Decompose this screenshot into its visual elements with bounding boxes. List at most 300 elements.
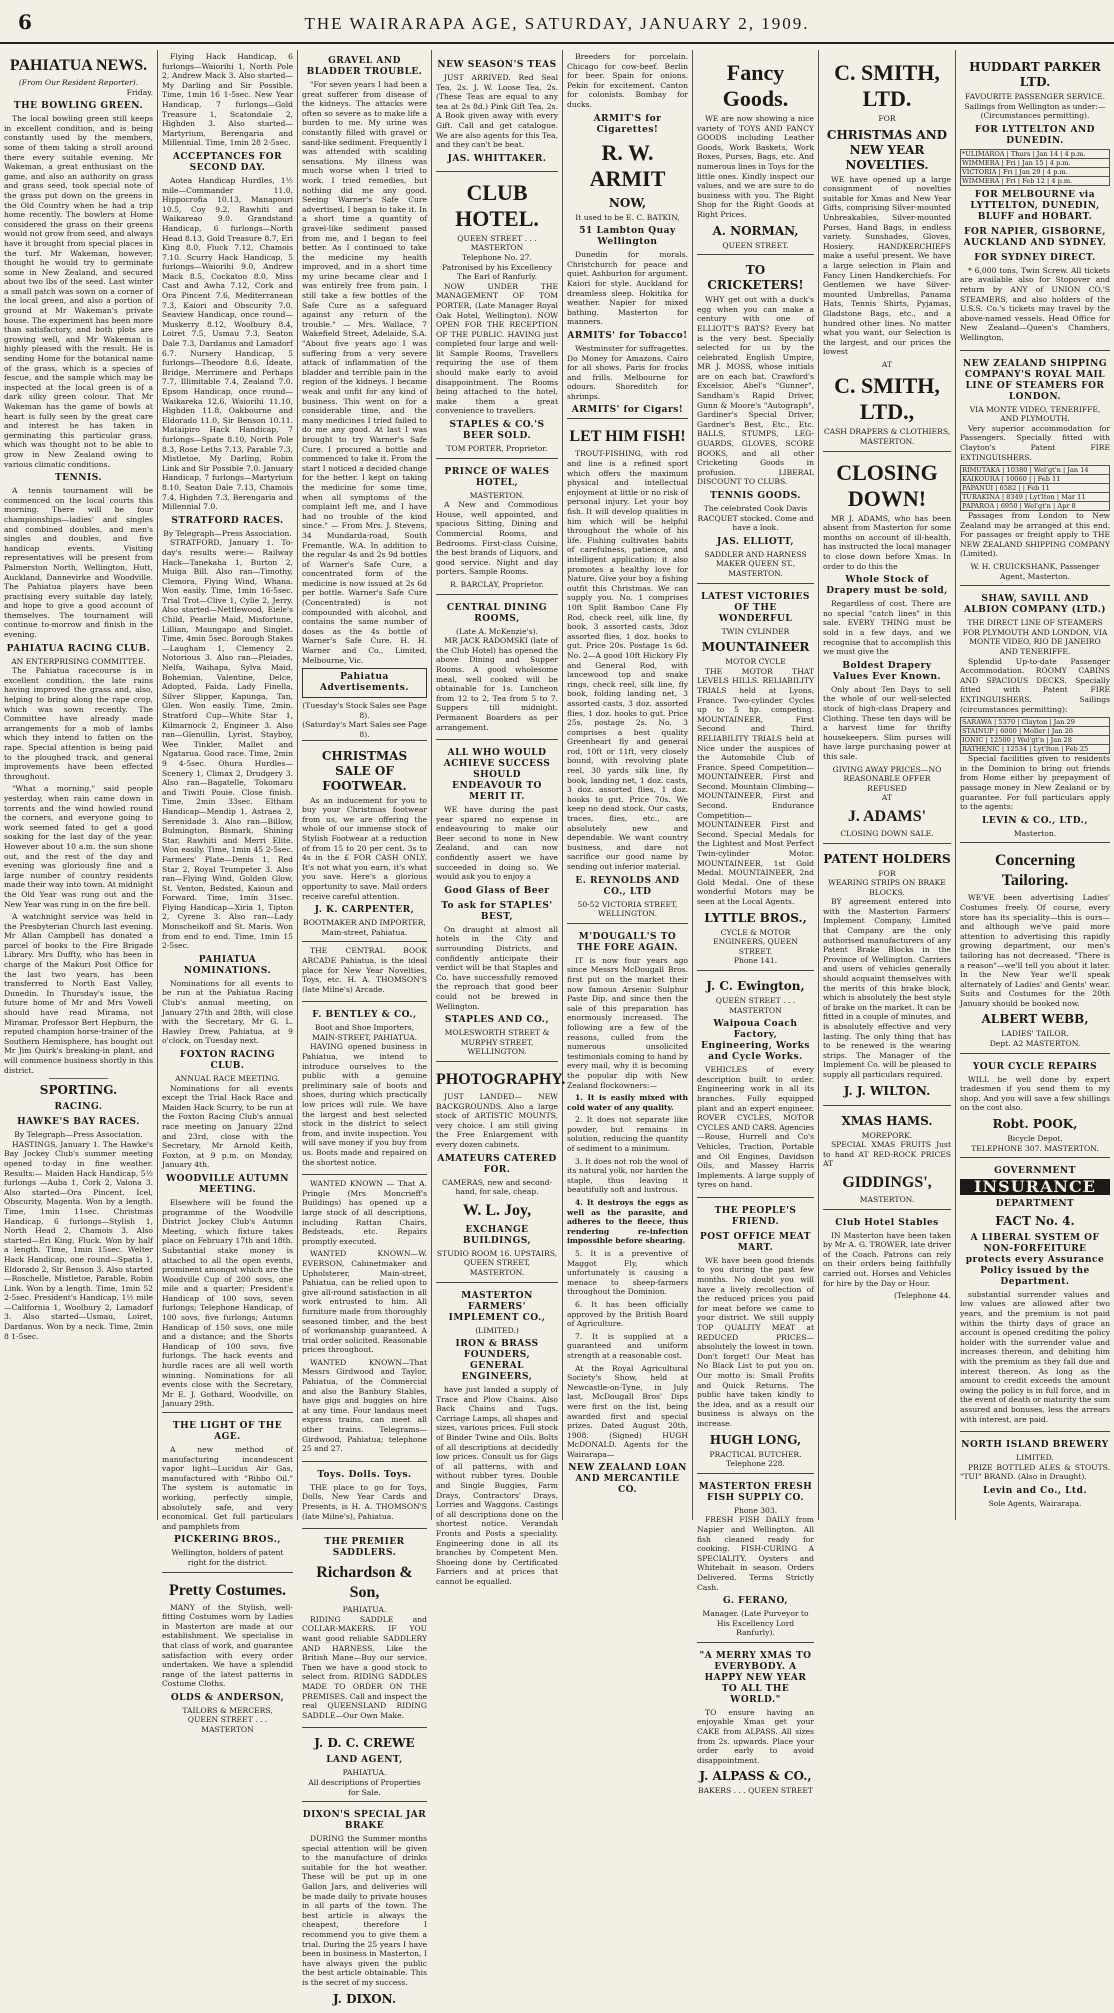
column-3 [298,52,431,2006]
club-hotel-heading: CLUB HOTEL. [455,179,539,231]
farmers-sub-2: IRON & BRASS FOUNDERS, GENERAL ENGINEERS, [455,1339,539,1383]
nzship-text-2: Passages from London to New Zealand may be arranged at this end. For passages or freight apply to THE NEW ZEALAND SHIPPING COMPANY (Limited). [960,511,1110,559]
merry-xmas-text: TO ensure having an enjoyable Xmas get your CAKE from ALPASS. All sizes from 2s. upwards. Place your order early to avoid disappointment. [697,1707,814,1765]
wanted-known-2: WANTED KNOWN—W. EVERSON, Cabinetmaker and Upholsterer, Main-street, Pahiatua, can be relied upon to give all-round satisfaction in all work entrusted to him. All furniture made from thoroughly seasoned timber, and the best of workmanship guaranteed. A trial order solicited. Reasonable prices throughout. [302,1249,427,1355]
table-row [961,176,1110,185]
ewington-firm: J. C. Ewington, [706,978,805,993]
column-4 [432,52,566,1586]
ewington-ad [697,970,814,1197]
fish-supply-text: FRESH FISH DAILY from Napier and Wellington. All fish cleaned ready for cooking. FISH-CURING A SPECIALITY. Oysters and Whitebait in season. Orders Delivered. Terms Strictly Cash. [697,1515,814,1592]
staples-address: MOLESWORTH STREET & MURPHY STREET, WELLINGTON. [444,1028,550,1057]
closing-text-3: Only about Ten Days to sell the whole of our well-selected stock of high-class Drapery and Clothing. These ten days will be a harvest time for thrifty housekeepers. Slim purses will have large purchasing power at this sale. [823,684,951,761]
long-sub: PRACTICAL BUTCHER. [709,1449,802,1459]
huddart-sailings-table [960,149,1110,186]
pahiatua-nominations-heading: PAHIATUA NOMINATIONS. [183,954,272,976]
hams-text: SPECIAL XMAS FRUITS Just to hand AT RED-ROCK PRICES AT [823,1140,951,1169]
carpenter-sub: BOOTMAKER AND IMPORTER, [303,918,426,928]
shaw-savill-ad [960,585,1110,842]
cruickshank-agent: W. H. CRUICKSHANK, Passenger Agent, Masterton. [970,562,1100,581]
local-news-article: A watchnight service was held in the Presbyterian Church last evening. Mr Allan Campbell has donated a parcel of books to the Fire Brigade Library. Mrs Duffty, who has been in charge of the Makuri Post Office for the last two years, has been transferred to North East Valley, Dunedin. In Thursday's issue, the future home of Mr and Mrs Vowell should have read Mirama, not Miramar. Professor Bert Hepburn, the reputed champion horse-trainer of the Southern Hemisphere, has bought out Mr Jim Quirk's breaking-in plant, and will commence business shortly in this district. [4,912,153,1075]
column-6 [693,52,818,1796]
joy-firm: W. L. Joy, [462,1201,532,1219]
mart-sales-note: (Saturday's Mart Sales see Page 8). [302,720,427,739]
long-telephone: Telephone 228. [726,1459,785,1469]
armits-tobacco: ARMITS' for Tobacco! [567,330,688,341]
table-cell: RIMUTAKA | 10380 | Wel'gt'n | Jan 14 [961,466,1110,475]
shaw-sub: THE DIRECT LINE OF STEAMERS FOR PLYMOUTH AND LONDON, VIA MONTE VIDEO, RIO DE JANEIRO AND TENERIFFE. [962,618,1108,657]
meat-mart-text: WE have been good friends to you during the past few months. No doubt you will have a lively recollection of the reduced prices you paid for meat before we came to your district. We still supply TOP QUALITY MEAT at REDUCED PRICES—absolutely the lowest in town. Don't forget! Our Meat has No Black List to put you on. Our motto is: Small Profits and Quick Returns. The public have taken kindly to the idea, and as a result our business is always on the increase. [697,1255,814,1428]
department-heading: DEPARTMENT [995,1198,1075,1209]
closing-text: MR J. ADAMS, who has been absent from Masterton for some months on account of ill-health, has instructed the local manager to close down before Xmas. In order to do this the [823,513,951,571]
fancy-goods-ad [697,52,814,254]
wales-text: A New and Commodious House, well appointed, and spacious Sitting, Dining and Commercial Rooms, and Bedrooms. First-class Cuisine, the best brands of Liquors, and good service. Night and day porters. Sample Rooms. [436,500,558,577]
pook-firm: Robt. POOK, [992,1117,1078,1132]
smith-address: MASTERTON. [859,437,915,447]
table-row [961,718,1110,727]
adams-firm: J. ADAMS' [847,807,927,825]
joy-sub: EXCHANGE BUILDINGS, [462,1224,532,1246]
footwear-ad [302,740,427,942]
reynolds-address: 50-52 VICTORIA STREET, WELLINGTON. [577,899,678,919]
closing-give: GIVING AWAY PRICES—NO REASONABLE OFFER REFUSED [832,764,942,793]
bowling-heading: THE BOWLING GREEN. [13,101,144,112]
armits-cigarettes: ARMIT'S for Cigarettes! [593,113,662,135]
bentley-sub: Boot and Shoe Importers, [314,1023,415,1033]
bentley-address: MAIN-STREET, PAHIATUA. [311,1032,418,1042]
elliott-sub: SADDLER AND HARNESS MAKER QUEEN ST., MASTERTON. [704,549,807,578]
table-row [961,158,1110,167]
mountaineer-ad [697,583,814,970]
nzship-text: Very superior accommodation for Passengers. Specially fitted with Clayton's Patent FIRE EXTINGUISHERS. [960,423,1110,462]
armit-text-2: Westminster for suffragettes. Do Money for Amazons. Cairo for all shows. Paris for frocks and frills. Melbourne for odours. Shoreditch for shrimps. [567,343,688,401]
huddart-parker-ad [960,52,1110,350]
acceptances-heading: ACCEPTANCES FOR SECOND DAY. [172,151,283,173]
dateline: Friday. [126,87,153,97]
tennis-goods-text: The celebrated Cook Davis RACQUET stocked. Come and have a look. [697,504,814,533]
table-row [961,167,1110,176]
closing-text-2: Regardless of cost. There are no special "catch lines" in this sale. EVERY THING must be sold in a few days, and we recognise that to accomplish this we must give the [823,599,951,657]
dixon-heading: DIXON'S SPECIAL JAR BRAKE [302,1810,427,1832]
mcdougall-text-2: At the Royal Agricultural Society's Show, held at Newcastle-on-Tyne, in July last, McDougall Bros' Dips were first on the list, being awarded first and special prizes. Dated August 20th, 1908. (Signed) HUGH McDONALD. Agents for the Wairarapa— [567,1363,688,1459]
table-row [961,736,1110,745]
mcdougall-text: IT is now four years ago since Messrs McDougall Bros. first put on the market their now famous Arsenic Sulphur Paste Dip, and since then the sale of this preparation has enormously increased. The following are a few of the reasons, culled from the numerous unsolicited testimonials coming to hand by every mail, why it is becoming the popular dip with New Zealand flockowners:— [567,955,688,1090]
toys-text: THE place to go for Toys, Dolls, New Year Cards and Presents, is H. A. THOMSON'S (late Milne's), Pahiatua. [302,1482,427,1521]
stock-sales-note: (Tuesday's Stock Sales see Page 8). [302,701,427,720]
foxton-text: Nominations for all events except the Trial Hack Race and Maiden Hack Scurry, to be run at the Foxton Racing Club's annual race meeting on January 22nd and 23rd, close with the Secretary, Mr Arnold Keith, Foxton, at 9 p.m. on Monday, January 4th. [162,1083,293,1170]
wales-address: MASTERTON. [469,490,525,500]
foxton-heading: FOXTON RACING CLUB. [179,1050,276,1071]
flying-handicap-results: Flying Hack Handicap, 6 furlongs—Waiorihi 1, North Pole 2, Andrew Mack 3. Also started—My Darling and Sir Possible. Time, 1min 16 1-5sec. New Year Handicap, 7 furlongs—Gold Treasure 1, Scatondale 2, Highden 3. Also started—Martyrium, Berengaria and Millennial. Time, 1min 28 2-5sec. [162,52,293,148]
fancy-heading: Fancy Goods. [722,60,789,111]
smith-novelties-ad [823,52,951,451]
huddart-heading: HUDDART PARKER LTD. [969,60,1101,89]
brewery-address: Sole Agents, Wairarapa. [988,1498,1082,1508]
tennis-article: A tennis tournament will be commenced on the local courts this morning. There will be four championships—ladies' and singles and combined doubles, and men's singles and doubles, and five handicap events. Visiting representatives will be present from Palmerston North, Wellington, Hutt, Auckland, Dannevirke and Woodville. The Pahiatua players have been practising every suitable day lately, and hope to give a good account of themselves. The tournament will continue to-morrow and finish in the evening. [4,486,153,640]
gravel-heading: GRAVEL AND BLADDER TROUBLE. [306,56,423,77]
divider [49,1078,109,1079]
club-hotel-ale: STAPLES & CO.'S BEER SOLD. [449,420,545,442]
levin-address: Masterton. [1013,828,1057,838]
smith-sub: CASH DRAPERS & CLOTHIERS, [823,427,951,437]
ewington-sub: Waipoua Coach Factory, Engineering, Works and Cycle Works. [701,1019,810,1063]
pahiatua-ads-heading: Pahiatua Advertisements. [302,668,427,698]
adams-sub: CLOSING DOWN SALE. [840,828,934,838]
hams-heading: XMAS HAMS. [841,1113,933,1128]
shaw-heading: SHAW, SAVILL AND ALBION COMPANY (LTD.) [963,594,1107,616]
fact-heading: FACT No. 4. [995,1213,1075,1228]
shaw-text: Splendid Up-to-date Passenger Accommodation. ROOMY CABINS AND SPACIOUS DECKS. Specially fitted with Patent FIRE EXTINGUISHERS. Sailings (circumstances permitting): [960,656,1110,714]
racing-club-subheading: AN ENTERPRISING COMMITTEE. [11,656,146,666]
fish-text: TROUT-FISHING, with rod and line is a refined sport which offers the maximum physical and intellectual enjoyment at little or no risk of personal injury. Let your boy fish. It will develop qualities in him which will be helpful throughout the whole of his life. Fishing cultivates habits of carefulness, patience, and intelligent application; it also promotes a healthy love for Nature. Give your boy a fishing outfit this Christmas. We can supply you. No. 1 comprises 10ft Split Bamboo Cane Fly Rod, check reel, silk line, fly book, 3 assorted casts, 3doz assorted flies, 1 doz. hooks to gut. Price 20s. Postage 1s 6d. No. 2—A good 10ft Hickory Fly and General Rod, with lancewood top and snake rings, check reel, silk line, fly book, folding landing net, 3 assorted casts, 3 doz. assorted flies, 1 doz. hooks to gut. Price 25s, postage 2s. No. 3 comprises a best quality Greenheart fly and general rod, 10ft or 11ft, very closely bound, with revolving plate reel, 30 yards silk line, fly book, landing net, 1 doz. casts, 3 doz. assorted flies, 1 doz. hooks to gut. Price 70s. We keep no dead stock. Our casts, traces, flies, etc., are absolutely new and dependable. We want country business, and dare not sacrifice our good name by sending out inferior material. [567,449,688,871]
lyttle-phone: Phone 141. [733,956,778,966]
racing-club-heading: PAHIATUA RACING CLUB. [6,643,151,654]
club-hotel-proprietor: TOM PORTER, Proprietor. [446,444,548,454]
light-note: Wellington, holders of patent right for the district. [171,1548,284,1567]
photography-ad [436,1061,566,1282]
smith-heading: CHRISTMAS AND NEW YEAR NOVELTIES. [826,127,948,172]
cycle-heading: YOUR CYCLE REPAIRS [972,1061,1098,1072]
gravel-text: "For seven years I had been a great sufferer from disease of the kidneys. The attacks were often so severe as to make life a burden to me. My urine was constantly filled with gravel or sand-like sediment. Frequently I was attended with scalding sensations. My illness was much worse when I tried to work. I tried remedies, but nothing did me any good. Seeing Warner's Safe Cure advertised, I began to take it. In a short time a quantity of gravel-like sediment passed from me, and I began to feel better. As I continued to take the medicine my health improved, and in a short time my urine became clear and I was entirely free from pain. I still take a few bottles of the Safe Cure as a safeguard against any return of the trouble." — Mrs. Wallace, 7 Wakefield Street, Adelaide, S.A. "About five years ago I was suffering from a very severe attack of inflammation of the bladder and terrible pain in the region of the kidneys. I became weak and unfit for any kind of business. This went on for a considerable time, and the many medicines I tried failed to do me any good. At last I was brought to try Warner's Safe Cure. I procured a bottle and commenced to take it. From the start I noticed a decided change for the better. I kept on taking the medicine for some time, when all symptoms of the complaint left me, and I have had no trouble of the kind since." — From Mrs. J. Stevens, 34 Mundarda-road, South Fremantle, W.A. In addition to the regular 4s and 2s 9d bottles of Warner's Safe Cure, a concentrated form of the medicine is now issued at 2s 6d per bottle. Warner's Safe Cure (Concentrated) is not compounded with alcohol, and contains the same number of doses as the 4s bottle of Warner's Safe Cure. H. H. Warner and Co., Limited, Melbourne, Vic. [302,80,427,665]
cricket-text: WHY get out with a duck's egg when you can make a century with one of ELLIOTT'S BATS? Every bat is the very best. Specially selected for us by the celebrated English Umpire, MR J. MOSS, whose initials are on each bat. Crawford's Excelsior, Abel's "Gunner", Sandham's Rapid Driver, Gunn & Moore's "Autograph", Gardiner's Special Driver, Gardner's Best, Etc., Etc. BALLS, STUMPS, LEG-GUARDS, GLOVES, SCORE BOOKS, and all other Cricketing Goods in profusion. LIBERAL DISCOUNT TO CLUBS. [697,295,814,487]
cricketers-ad [697,254,814,582]
mcdougall-point-3: 3. It does not rob the wool of its natural yolk, nor harden the staple, thus leaving it beautifully soft and lustrous. [567,1156,688,1195]
table-cell: VICTORIA | Fri | Jan 29 | 4 p.m. [961,167,1110,176]
armit-address: 51 Lambton Quay Wellington [579,226,676,248]
staples-firm: STAPLES AND CO., [444,1015,550,1026]
hawkes-bay-heading: HAWKE'S BAY RACES. [17,1117,140,1128]
woodville-text: Elsewhere will be found the programme of the Woodville District Jockey Club's Autumn Meeting, which fixture takes place on February 17th and 18th. Substantial stake money is attached to all the open events, prominent amongst which are the Woodville Cup of 200 sovs, one mile and a quarter; President's Handicap of 100 sovs, seven furlongs; Telephone Handicap, of 100 sovs, five furlongs; Autumn Handicap of 150 sovs, one mile and a distance; and the Shorts Handicap of 100 sovs, five furlongs. The hack events and hurdle races are all well worth winning. Nominations for all events close with the Secretary, Mr E. J. Gothard, Woodville, on January 29th. [162,1197,293,1409]
mcdougall-heading: M'DOUGALL'S TO THE FORE AGAIN. [576,931,679,953]
fancy-text: WE are now showing a nice variety of TOYS AND FANCY GOODS including Leather Goods, Work Baskets, Work Boxes, Purses, Bags, etc. And numerous lines in Toys for the little ones. Kindly inspect our values, and we are sure to do business with you. The Right Shop for the Right Goods at Right Prices. [697,114,814,219]
table-cell: PAPAROA | 6950 | Wel'gt'n | Apr 8 [961,502,1110,511]
alpass-sub: BAKERS . . . QUEEN STREET [697,1786,813,1796]
armit-now: NOW, [608,195,647,210]
column-7 [819,52,955,1520]
carpenter-firm: J. K. CARPENTER, [314,905,415,916]
crewe-ad [302,1727,427,1801]
column-5 [563,52,692,1520]
richardson-text: RIDING SADDLE and COLLAR-MAKERS. IF YOU want good reliable SADDLERY AND HARNESS, Like the British Mane—Buy our service. Then we have a good stock to select from. RIDING SADDLES MADE TO ORDER ON THE PREMISES. Call and inspect the real QUEENSLAND RIDING SADDLE—Our Own Make. [302,1614,427,1720]
mountaineer-name: MOUNTAINEER [701,640,810,655]
shaw-note: Special facilities given to residents in the Dominion to bring out friends from Home either by prepayment of passage money in New Zealand or by guarantee. For full particulars apply to the agents: [960,754,1110,812]
foxton-subheading: ANNUAL RACE MEETING. [175,1074,280,1083]
norman-address: QUEEN STREET. [722,240,789,250]
stratford-byline: By Telegraph—Press Association. [163,528,292,538]
toys-heading: Toys. Dolls. Toys. [317,1469,412,1480]
huddart-route-3: FOR NAPIER, GISBORNE, AUCKLAND AND SYDNEY. [963,226,1107,248]
brewery-ad [960,1431,1110,1512]
dixon-ad [302,1801,427,2013]
dining-text: MR JACK RADOMSKI (late of the Club Hotel) has opened the above Dining and Supper Rooms. A good wholesome meal, well cooked will be obtainable for 1s. Luncheon from 12 to 2, Tea from 5 to 7. Suppers till midnight. Permanent Boarders as per arrangement. [436,636,558,732]
masthead [0,0,1114,44]
webb-address: Dept. A2 MASTERTON. [989,1039,1081,1049]
table-row [961,502,1110,511]
nz-shipping-ad [960,350,1110,586]
tennis-heading: TENNIS. [54,473,103,484]
pretty-text: MANY of the Stylish, well-fitting Costumes worn by Ladies in Masterton are made at our establishment. We specialise in that class of work, and guarantee satisfaction with every order undertaken. We have a splendid range of the latest patterns in Costume Cloths. [162,1602,293,1689]
dining-sub: (Late A. McKenzie's). [456,626,538,636]
staples-text-2: On draught at almost all hotels in the City and surrounding Districts, and confidently anticipate their verdict will be that Staples and Co. have successfully removed the reproach that good beer could not be brewed in Wellington. [436,924,558,1011]
photography-cameras: CAMERAS, new and second-hand, for sale, cheap. [441,1177,553,1197]
patent-holders-ad [823,843,951,1105]
wanted-known-3: WANTED KNOWN—That Messrs Girdwood and Taylor, Pahiatua, of the Commercial and also the Banbury Stables, have gigs and buggies on hire at any time. Four landaus meet express trains, can meet all other trains. Telegrams—Girdwood, Pahiatua; telephone 25 and 27. [302,1357,427,1454]
dixon-text: DURING the Summer months special attention will be given to the manufacture of drinks suitable for the hot weather. These will be put up in one Gallon Jars, and deliveries will be made daily to private houses in all parts of the town. The best article is always the cheapest, therefore I recommend you to give them a trial. During the 25 years I have been in business in Masterton, I have always given the public the best article obtainable. This is the secret of my success. [302,1834,427,1987]
farmers-sub: (LIMITED.) [475,1325,519,1335]
shaw-sailings-table [960,717,1110,754]
wanted-known-1: WANTED KNOWN — That A. Pringle (Mrs Moncrieff's Buildings) has opened up a large stock of all descriptions, including Rattan Chairs, Bedsteads, etc. Repairs promptly executed. [302,1179,427,1246]
table-cell: RATHENIC | 12534 | Lyt'lton | Feb 25 [961,745,1110,754]
nzship-heading: NEW ZEALAND SHIPPING COMPANY'S ROYAL MAIL LINE OF STEAMERS FOR LONDON. [962,358,1108,402]
stables-telephone: (Telephone 44. [893,1291,951,1301]
hams-sub: MOREPORK. [861,1130,913,1140]
photography-heading: PHOTOGRAPHY. [436,1070,566,1088]
carpenter-address: Main-street, Pahiatua. [321,927,408,937]
fresh-fish-ad [697,1473,814,1642]
club-hotel-telephone: Telephone No. 27. [461,252,532,262]
table-row [961,475,1110,484]
light-heading: THE LIGHT OF THE AGE. [172,1421,283,1442]
mcdougall-point-2: 2. It does not separate like powder, but remains in solution, reducing the quantity of sediment to a minimum. [567,1115,688,1154]
ewington-text: VEHICLES of every description built to order. Engineering work in all its branches. Fully equipped plant and an expert engineer. ROVER CYCLES, MOTOR CYCLES AND CARS. Agencies—Rouse, Hurrell and Co's Vehicles, Traction, Portable and Oil Engines, Davidson Oils, and Massey Harris Implements. A large supply of tyres on hand. [697,1065,814,1190]
table-row [961,493,1110,502]
table-cell: WIMMERA | Fri | Feb 12 | 4 p.m. [961,176,1110,185]
smith-for: FOR [878,114,896,123]
patent-sub: WEARING STRIPS ON BRAKE BLOCKS. [828,878,946,897]
wales-heading: PRINCE OF WALES HOTEL, [444,466,550,488]
weather-article: "What a morning," said people yesterday, when rain came down in torrents and the wind howled round the corners, and everyone going to work seemed fated to get a good soaking for the last day of the year. However about 10 a.m. the sun shone out, and the rest of the day and evening was gloriously fine and a large number of country residents made their way into town. At midnight the Old Year was rung out and the New Year was rung in on the fire bell. [4,784,153,909]
webb-firm: ALBERT WEBB, [981,1012,1089,1027]
mcdougall-point-6: 6. It has been officially approved by the British Board of Agriculture. [567,1299,688,1329]
pretty-heading: Pretty Costumes. [168,1581,286,1599]
patent-for: FOR [878,868,896,878]
wales-proprietor: R. BARCLAY, Proprietor. [450,579,544,589]
richardson-firm: Richardson & Son, [316,1564,413,1602]
table-row [961,745,1110,754]
light-firm: PICKERING BROS., [174,1535,281,1546]
government-heading: GOVERNMENT [994,1166,1076,1177]
huddart-text: Sailings from Wellington as under:—(Circumstances permitting). [964,101,1106,121]
whittaker-firm: JAS. WHITTAKER. [447,153,547,164]
dixon-firm: J. DIXON. [332,1991,397,2006]
table-cell: STAINUP | 6000 | Moller | Jan 26 [961,727,1110,736]
table-cell: KAIKOURA | 10060 | | Feb 11 [961,475,1110,484]
crewe-note: All descriptions of Properties for Sale. [308,1777,421,1797]
mcdougall-point-7: 7. It is supplied at a guaranteed and uniform strength at a reasonable cost. [567,1331,688,1360]
pahiatua-news-heading: PAHIATUA NEWS. [9,57,148,74]
farmers-text: have just landed a supply of Trace and Plow Chains. Also Back Chains and Tugs. Carriage Lamps, all shapes and sizes, various prices. Full stock of Binder Twine and Oils. Bolts of all descriptions at decidedly low prices. Consult us for Gigs of all patterns, with and without rubber tyres. Double and Single Buggies, Farm Drays, Contractors' Drays, Lorries and Waggons. Castings of all descriptions done on the shortest notice. Verandah Fronts and Posts a speciality. Engineering done in all its branches by Competent Men. Shoeing done by Certificated Farriers and at prices that cannot be equalled. [436,1385,558,1586]
footwear-text: As an inducement for you to buy your Christmas footwear from us, we are offering the whole of our immense stock of Stylish Footwear at a reduction of from 15 to 20 per cent. 3s to 4s in the £ FOR CASH ONLY. It's not what you earn, it's what you save. Here's a glorious opportunity to save. Mail orders receive careful attention. [302,795,427,901]
elliott-firm: JAS. ELLIOTT, [717,536,794,547]
stratford-results: STRATFORD, January 1. To-day's results were:— Railway Hack—Tanekaha 1, Burton 2, Muiga Bill. Also ran—Timothy, Clemora, Flying Wind, Whana. Won easily. Time, 1min 16-5sec. Trial Trot—Clive 1, Cylie 2, Jerry. Also started—Nettlewood, Eiele's Child, Pearlie Maid, Misfortune, Lillian, Maungapo and Singlet. Time, 4min 5sec. Borough Stakes—Laugham 1, Clemency 2, Notorious 3. Also ran—Pleiades, Nelfa, Waihapa, Sylva Maid, Bohemian, Valentine, Delce, Adopted, Faida, Lady Finella, Silver Slipper, Kapunga, Tan, Glen. Won easily. Time, 2min. Stratford Cup—White Star 1, Kilmarnock 2, Engineer 3. Also ran—Glenullin, Lyrist, Stayboy, Wee Tinkler, Mallet and Ngatarua. Good race. Time, 2min 9 4-5sec. Ohura Hurdles—Scenery 1, Climax 2, Drudgery 3. Also ran—Bagatelle, Tokomaru and Tiwiti Pouie. Close finish. Time, 2min 33sec. Eltham Handicap—Mendip 1, Astraea 2, Serenidade 3. Also ran—Billow, Bulmington, Bismark, Shining Star, Rawhiti and Merri Elite. Won easily. Time, 1min 45 2-5sec. Farmers' Plate—Denis 1, Red Star 2, Royal Trumpeter 3. Also ran—Flying Wind, Golden Glow, St. Venton, Bedsted, Kaioun and Forward. Time, 1min 31sec. Flying Handicap—Xiria 1, Tipton 2, Cyrene 3. Also ran—Lady Monscheikoff and St. Maris. Won from end to end. Time, 1min 15 2-5sec. [162,538,293,951]
brewery-sub: LIMITED. [1016,1453,1054,1463]
meat-mart-ad [697,1197,814,1473]
smith-firm-2: C. SMITH, LTD., [834,373,940,425]
pook-telephone: TELEPHONE 307. MASTERTON. [971,1143,1099,1153]
cricket-heading: TO CRICKETERS! [707,263,804,293]
mcdougall-point-1: 1. It is easily mixed with cold water of any quality. [567,1093,688,1112]
tennis-goods-heading: TENNIS GOODS. [710,491,801,501]
arcade-text: THE CENTRAL BOOK ARCADE Pahiatua, is the ideal place for New Year Novelties, Toys, etc. H. A. THOMSON'S (late Milne's) Arcade. [302,946,427,994]
table-row [961,727,1110,736]
huddart-route-4: FOR SYDNEY DIRECT. [974,252,1096,263]
mcdougall-point-4: 4. It destroys the eggs as well as the parasite, and adheres to the fleece, thus rendering re-infection impossible before shearing. [567,1198,688,1246]
nzship-sub: VIA MONTE VIDEO, TENERIFFE, AND PLYMOUTH. [969,404,1101,424]
light-of-age-ad [162,1412,293,1572]
bentley-firm: F. BENTLEY & CO., [312,1010,417,1021]
cycle-text: WILL be well done by expert tradesmen if you send them to my shop. And you will save a few shillings on the cost also. [960,1074,1110,1113]
merry-xmas-heading: "A MERRY XMAS TO EVERYBODY. A HAPPY NEW YEAR TO ALL THE WORLD." [699,1650,812,1705]
richardson-sub: PAHIATUA. [342,1605,387,1615]
crewe-address: PAHIATUA. [342,1768,387,1778]
giddings-address: MASTERTON. [859,1194,915,1204]
column-1 [0,52,157,1520]
racing-heading: RACING. [54,1102,103,1113]
table-row [961,466,1110,475]
footwear-heading: CHRISTMAS SALE OF FOOTWEAR. [321,748,408,793]
ferano-firm: G. FERANO, [722,1596,789,1607]
tailoring-text: WE'VE been advertising Ladies' Costumes freely. Of course, every store has its speciality—this is ours—and although we've paid more attention to advertising this rapidly growing department, our men's tailoring has not decreased. "There is a reason"—we'll tell you about it later. In the New Year we'll speak alternately of Ladies' and Gents' wear. Suits and Costumes for the 20th January should be booked now. [960,893,1110,1008]
wilton-firm: J. J. WILTON. [843,1083,931,1098]
ferano-sub: Manager. (Late Purveyor to His Excellency Lord Ranfurly). [702,1609,809,1638]
armit-formerly: It used to be E. C. BATKIN, [575,212,680,222]
bowling-article: The local bowling green still keeps in excellent condition, and is being constantly used by the members, some of them taking a stroll around there every suitable evening. Mr Wakeman, a great enthusiast on the game, and also an authority on grass and grass seed, took special note of the grass put down on the greens in the Old Country when he had a trip home recently. The bowlers at Home considered the grass on their greens would not grow from seed, and always have it brought from special places in the turf. Mr Wakeman, however, thought he would try to germinate some in New Zealand, and secured about two lbs of the seed. Last winter a small patch was sown on a corner of the local green, and also a portion of ground at Mr Wakeman's private house. The experiment has been more than satisfactory, and both plots are growing well, and Mr Wakeman is highly pleased with the result. He is sending Home for the botanical name of the grass, which is a species of fescue, and the sample which may be inspected at the local green is of a dark silky green colour. That Mr Wakeman has the game of bowls at heart is fully seen by the great care and interest he has taken in germinating this particular grass, which was thought not to be able to grow in New Zealand owing to various climatic conditions. [4,114,153,469]
saddlers-ad [302,1528,427,1727]
newspaper-title: THE WAIRARAPA AGE, SATURDAY, JANUARY 2, 1909. [304,14,810,33]
closing-sub-2: Boldest Drapery Values Ever Known. [832,660,942,682]
smith-firm: C. SMITH, LTD. [834,60,940,111]
club-hotel-address: QUEEN STREET . . . MASTERTON [457,233,537,253]
dining-heading: CENTRAL DINING ROOMS, [446,602,548,624]
smith-at: AT [881,359,893,369]
bentley-text: HAVING opened business in Pahiatua, we intend to introduce ourselves to the public with a genuine preliminary sale of boots and shoes, during which practically low prices will rule. We have the largest and best selected stock in the district to select from, and invite inspection. You will save money if you buy from us. Boots made and repaired on the shortest notice. [302,1042,427,1167]
hawkes-bay-byline: By Telegraph—Press Association. [14,1130,143,1140]
mountaineer-sub: TWIN CYLINDER [721,626,790,636]
mcdougall-point-5: 5. It is a preventive of Maggot Fly, which unfortunately is causing a menace to sheep-farmers throughout the Dominion. [567,1249,688,1297]
tailoring-heading: Concerning Tailoring. [995,852,1075,890]
club-hotel-text: NOW UNDER THE MANAGEMENT OF TOM PORTER, (Late Manager Royal Oak Hotel, Wellington). NOW OPEN FOR THE RECEPTION OF THE PUBLIC. HAVING just completed four large and well-lit Sample Rooms, Travellers requiring the use of them should make early to avoid disappointment. The Rooms being attached to the hotel, make them a great convenience to travellers. [436,281,558,416]
stratford-heading: STRATFORD RACES. [171,515,284,526]
mountaineer-heading: LATEST VICTORIES OF THE WONDERFUL [701,591,810,624]
club-hotel-patron: Patronised by his Excellency The Earl of Ranfurly. [441,262,553,282]
armit-text: Dunedin for morals. Christchurch for peace and quiet. Ashburton for argument. Kaiori for style. Auckland for dreamless sleep. Hokitika for weather. Napier for mixed bathing. Masterton for manners. [567,250,688,327]
olds-sub: TAILORS & MERCERS, [182,1705,273,1715]
lyttle-sub: CYCLE & MOTOR ENGINEERS, QUEEN STREET. [713,927,798,956]
page-number: 6 [18,10,32,34]
column-2 [158,52,297,1735]
huddart-route-1: FOR LYTTELTON AND DUNEDIN. [975,124,1095,146]
table-row [961,149,1110,158]
norman-firm: A. NORMAN, [712,223,799,238]
lyttle-firm: LYTTLE BROS., [704,910,807,925]
pahiatua-nominations-text: Nominations for all events to be run at the Pahiatua Racing Club's annual meeting, on January 27th and 28th, will close with the Secretary, Mr G. L. Hawley Drew, Pahiatua, at 9 o'clock, on Tuesday next. [162,978,293,1046]
olds-firm: OLDS & ANDERSON, [170,1692,285,1703]
fact-text: substantial surrender values and low values are allowed after two years, and the premium is not paid within the thirty days of grace an account is opened crediting the policy holder with the surrender value and increases thereon, and debiting him with the premium as they fall due and interest thereon. As long as the amount to credit exceeds the amount owing the policy is in full force, and in the event of death or maturity the sum assured and bonuses, less the arrears with interest, are paid. [960,1289,1110,1424]
joy-address: STUDIO ROOM 16. UPSTAIRS, QUEEN STREET, MASTERTON. [436,1248,558,1277]
cycle-repairs-ad [960,1053,1110,1158]
meat-mart-heading: POST OFFICE MEAT MART. [700,1231,811,1253]
staples-heading: ALL WHO WOULD ACHIEVE SUCCESS SHOULD ENDEAVOUR TO MERIT IT. [443,748,551,803]
sporting-heading: SPORTING. [39,1083,118,1098]
ewington-address: QUEEN STREET . . . MASTERTON [715,995,796,1015]
teas-heading: NEW SEASON'S TEAS [437,60,557,70]
pretty-costumes-ad [162,1572,293,1739]
mountaineer-suffix: MOTOR CYCLE [725,657,786,667]
nz-loan-firm: NEW ZEALAND LOAN AND MERCANTILE CO. [568,1463,687,1496]
light-text: A new method of manufacturing incandescent vapor light—Lucidus Air Gas, manufactured with "Ribbo Oil." The system is automatic in working, perfectly simple, absolutely safe, and very economical. Get full particulars and pamphlets from [162,1445,293,1531]
column-8 [956,52,1114,1520]
nzship-sailings-table [960,465,1110,511]
wanted-known-ads [302,1174,427,1461]
racing-club-article: The Pahiatua racecourse is in excellent condition, the late rains having improved the grass and, also, helping to bring along the rape crop, which was sown recently. The Committee have already made arrangements for a mob of lambs which they intend to fatten on the rape. Special attention is being paid to the ploughed track, and general improvements have been effected throughout. [4,666,153,781]
acceptances-list: Aotea Handicap Hurdles, 1½ mile—Commander 11.0, Hippocrofia 10.13, Manapouri 10.5, Coy 9.2, Rawhiti and Waikareao 9.0. Grandstand Handicap, 6 furlongs—North Head 8.13, Gold Treasure 8.7, Eri King 8.0, Fluck 7.12, Chamois 7.10. Scurry Hack Handicap, 5 furlongs—Waiorihi 9.0, Andrew Mack 8.5, Cockatoo 8.0, Miss Cast and Awha 7.12, Cork and Ora Pincent 7.6, Mediterranean 7.3, Kaiori and Obscurity 7.0. Seaview Handicap, once round—Muskerry 8.12, Woolbury 8.4, Loiret 7.5, Usmau 7.3, Seaton Dale 7.3, Dardanus and Lamadorf 6.7. Nursery Handicap, 5 furlongs—Theodore 8.6, Ideate, Bridge, Merrimere and Perhaps 7.7, Illimitable 7.4, Zealand 7.0. Epsom Handicap, once round—Waikareka 12.6, Waiorihi 11.10, Highden 11.8, Oakbourne and Eldorado 11.0, Sir Benson 10.11. Mataipiro Hack Handicap, 7 furlongs—Spate 8.10, North Pole 8.3, Rose Leths 7.13, Parable 7.3, Mistletoe, My Darling, Robin Link and Sir Possible 7.0. January Handicap, 7 furlongs—Martyrium 8.10, Seaton Dale 7.13, Chamois 7.4, Highden 7.3, Berengaria and Millennial 7.0. [162,175,293,512]
club-hotel-ad [436,171,558,458]
armits-cigars: ARMITS' for Cigars! [571,405,684,416]
table-cell: PAPANUI | 6582 | | Feb 11 [961,484,1110,493]
alpass-firm: J. ALPASS & CO., [699,1769,812,1784]
closing-heading: CLOSING DOWN! [836,459,938,511]
table-cell: WIMMERA | Fri | Jan 15 | 4 p.m. [961,158,1110,167]
fish-supply-heading: MASTERTON FRESH FISH SUPPLY CO. [698,1481,813,1503]
government-insurance-ad [960,1157,1110,1431]
staples-call: To ask for STAPLES' BEST, [441,900,553,922]
armit-firm: R. W. ARMIT [589,139,666,191]
bentley-ad [302,1001,427,1174]
fish-supply-phone: Phone 303. [733,1505,778,1515]
alpass-ad [697,1642,814,1800]
brewery-firm: Levin and Co., Ltd. [983,1485,1087,1496]
woodville-heading: WOODVILLE AUTUMN MEETING. [166,1173,289,1195]
dining-rooms-ad [436,594,558,740]
let-him-fish-ad [567,418,688,922]
table-cell: TURAKINA | 8349 | Lyt'lton | Mar 11 [961,493,1110,502]
photography-amateur: AMATEURS CATERED FOR. [437,1153,557,1175]
huddart-note: * 6,000 tons, Twin Screw. All tickets are available also for Stopover and return by ANY of UNION CO.'S STEAMERS, and also holders of the U.S.S. Co.'s tickets may travel by the above-named vessels. Head Office for New Zealand—Queen's Chambers, Wellington. [960,265,1110,342]
huddart-route-2: FOR MELBOURNE via LYTTELTON, DUNEDIN, BLUFF and HOBART. [970,189,1100,222]
fact-sub: A LIBERAL SYSTEM OF NON-FORFEITURE protects every Assurance Policy issued by the Department. [965,1232,1105,1287]
teas-text: JUST ARRIVED. Red Seal Tea, 2s. J. W. Loose Tea, 2s. (These Teas are equal to any tea at 2s 8d.) Pink Gift Tea, 2s. A Book given away with every Gift. Call and get catalogue. We are also agents for this Tea, and they can't be beat. [436,73,558,150]
breeders-text: Breeders for porcelain. Chicago for cow-beef. Berlin for beer. Spain for onions. Pekin for excitement. Canton for colonists. Bombay for ducks. [567,52,688,109]
patent-text: BY agreement entered into with the Masterton Farmers' Implement Company, Limited that Company are the only authorised manufacturers of any Patent Brake Blocks in the Province of Wellington. Carriers and users of vehicles generally should acquaint themselves with the merits of this brake block, which is absolutely the best style of brake on the market. It can be fitted in a couple of minutes, and is absolutely effective and very lasting. The only thing that has to be renewed is the wearing strips. The Manager of the Implement Co. will be pleased to supply all particulars required. [823,897,951,1079]
reynolds-firm: E. REYNOLDS AND CO., LTD [575,875,680,897]
farmers-heading: MASTERTON FARMERS' IMPLEMENT CO., [448,1290,546,1323]
closing-down-ad [823,451,951,843]
stables-heading: Club Hotel Stables [835,1217,939,1228]
staples-ad [436,739,558,1061]
staples-beer: Good Glass of Beer [444,885,550,896]
tailoring-ad [960,842,1110,1052]
webb-sub: LADIES' TAILOR. [1001,1029,1069,1039]
smith-text: WE have opened up a large consignment of novelties suitable for Xmas and New Year Gifts, comprising Silver-mounted Unbreakables, Silver-mounted Purses, Hand Bags, in endless variety. Sunshades, Gloves, Hosiery. HANDKERCHIEFS make a useful present. We have a large selection in Plain and Fancy Linen Handkerchiefs. For Gentlemen we have Silver-mounted Umbrellas, Panama Hats, Tennis Shirts, Pyjamas, Gladstone Bags, etc., and a hundred other lines. No matter what you want, our Selection is the largest, and our prices the lowest [823,174,951,357]
table-cell: SARAWA | 5370 | Clayton | Jan 29 [961,718,1110,727]
staples-text: WE have during the past year spared no expense in endeavouring to make our Beer second to none in New Zealand, and can now confidently assert we have succeeded in doing so. We would ask you to enjoy a [436,805,558,882]
insurance-heading: INSURANCE [960,1179,1110,1195]
xmas-hams-ad [823,1105,951,1209]
club-stables-ad [823,1209,951,1305]
teas-ad [436,52,558,171]
closing-sub: Whole Stock of Drapery must be sold, [826,575,948,597]
mountaineer-text: THE MOTOR THAT LEVELS HILLS. RELIABILITY TRIALS held at Lyons, France. Two-cylinder Cycles up to 5 hp. competing. MOUNTAINEER, First Second and Third. RELIABILITY TRIALS held at Nice under the auspices of the Automobile Club of France. Speed Competition—MOUNTAINEER, First and Second. Mountain Climbing—MOUNTAINEER, First and Second. Endurance Competition—MOUNTAINEER First and Second. Special Medals for the Lightest and Most Perfect Twin-cylinder Motor. MOUNTAINEER, 1st Gold Medal. MOUNTAINEER, 2nd Gold Medal. One of these wonderful Motors may be seen at the Local Agents. [697,666,814,906]
crewe-sub: LAND AGENT, [326,1755,403,1766]
table-cell: *ULIMAROA | Thurs | Jan 14 | 4 p.m. [961,149,1110,158]
stables-text: IN Masterton have been taken by Mr A. G. TROWER, late driver of the Coach. Patrons can rely on their orders being faithfully carried out. Horses and Vehicles for hire by the Day or Hour. [823,1230,951,1288]
saddlers-heading: THE PREMIER SADDLERS. [324,1537,405,1559]
peoples-friend-heading: THE PEOPLE'S FRIEND. [714,1205,797,1227]
pook-sub: Bicycle Depot. [1007,1134,1063,1144]
closing-at: AT [881,793,893,803]
hawkes-bay-results: HASTINGS, January 1. The Hawke's Bay Jockey Club's summer meeting opened to-day in fine weather. Results:— Maiden Hack Handicap, 5½ furlongs —Auba 1, Cork 2, Valona 3. Also started—Ora Pincent, Icel, Obscurity, Magenta. Won by a length. Time, 1min 11sec. Christmas Handicap, 6 furlongs—Stylish 1, North Head 2, Chamois 3. Also started—Eri King, Fluck. Won by half a length. Time, 1min 15sec. Welter Hack Handicap, one round—Spatia 1, Eldorado 2, Sir Benson 3. Also started—Roschelle, Mistletoe, Parable, Robin Link. Won by a length. Time, 1min 52 2-5sec. President's Handicap, 1½ mile—California 1, Woolbury 2, Lamadorf 3. Also started—Usmau, Loiret, Dardanus. Won by a neck. Time, 2min 8 1-5sec. [4,1139,153,1341]
byline: (From Our Resident Reporter). [18,78,139,87]
prince-of-wales-ad [436,458,558,594]
